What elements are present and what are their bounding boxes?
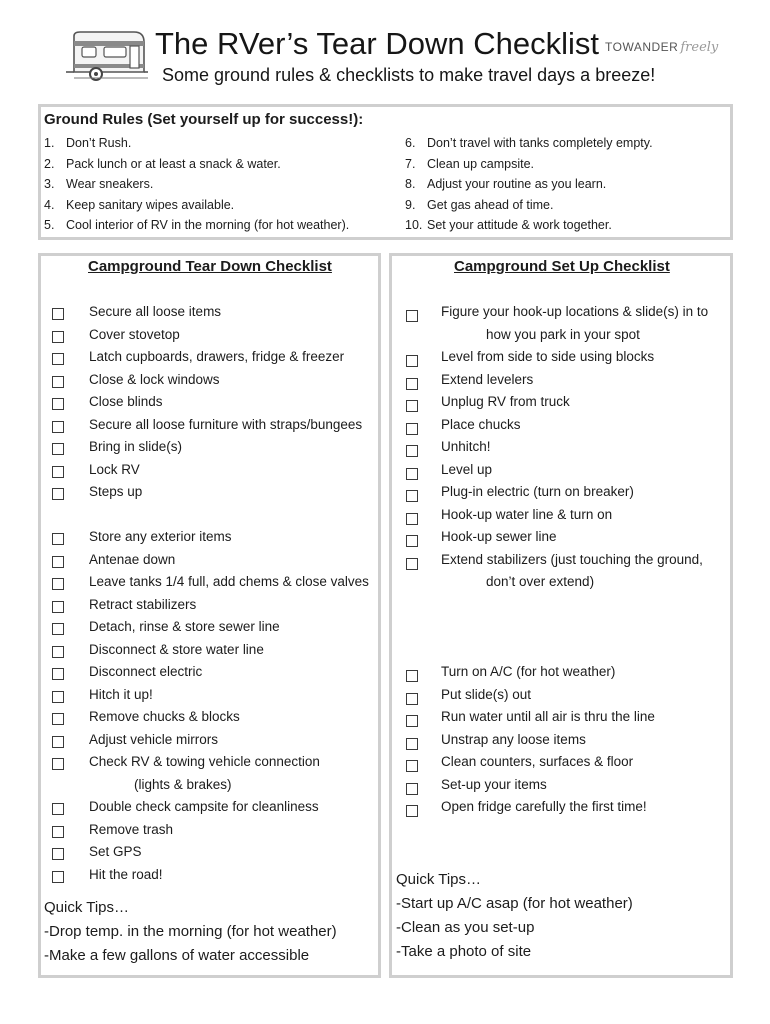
checkbox[interactable] <box>406 715 418 727</box>
brand-script-text: freely <box>680 40 719 55</box>
checklist-item: Level up <box>441 461 493 477</box>
quick-tip: -Drop temp. in the morning (for hot weather) <box>44 923 337 940</box>
ground-rule-item <box>44 217 364 233</box>
checklist-item: Adjust vehicle mirrors <box>89 731 219 747</box>
checklist-item: Extend levelers <box>441 371 534 387</box>
ground-rule-item <box>44 135 364 151</box>
checklist-item: Retract stabilizers <box>89 596 197 612</box>
checkbox[interactable] <box>406 490 418 502</box>
ground-rule-number: 7. <box>405 156 416 171</box>
checklist-item: Extend stabilizers (just touching the ground, <box>441 551 703 567</box>
checklist-item: Bring in slide(s) <box>89 439 183 454</box>
ground-rule-text: Clean up campsite. <box>427 156 535 171</box>
checkbox[interactable] <box>52 398 64 410</box>
ground-rule-number: 5. <box>44 218 55 232</box>
checkbox[interactable] <box>52 443 64 455</box>
ground-rule-text: Don’t travel with tanks completely empty. <box>427 136 653 150</box>
checkbox[interactable] <box>52 871 64 883</box>
checklist-item: Double check campsite for cleanliness <box>89 799 319 814</box>
ground-rule-number: 4. <box>44 197 55 212</box>
set-up-heading: Campground Set Up Checklist <box>454 258 670 275</box>
ground-rule-text: Don’t Rush. <box>66 136 132 150</box>
checkbox[interactable] <box>52 533 64 545</box>
ground-rule-text: Set your attitude & work together. <box>427 218 612 232</box>
brand-main-text: TOWANDER <box>605 40 679 54</box>
checkbox[interactable] <box>406 760 418 772</box>
checklist-item: Store any exterior items <box>89 529 232 544</box>
ground-rule-number: 8. <box>405 177 416 191</box>
checkbox[interactable] <box>406 468 418 480</box>
ground-rule-item <box>44 197 364 213</box>
ground-rule-number: 9. <box>405 197 416 212</box>
checkbox[interactable] <box>52 646 64 658</box>
checkbox[interactable] <box>52 556 64 568</box>
checkbox[interactable] <box>406 513 418 525</box>
checkbox[interactable] <box>406 558 418 570</box>
checklist-item: Hook-up water line & turn on <box>441 506 613 522</box>
brand-logo <box>605 38 718 56</box>
checklist-item-continuation: (lights & brakes) <box>134 776 232 792</box>
checkbox[interactable] <box>52 736 64 748</box>
checklist-item: Close blinds <box>89 394 163 409</box>
checklist-item: Check RV & towing vehicle connection <box>89 754 320 769</box>
checklist-item: Latch cupboards, drawers, fridge & freezer <box>89 349 345 364</box>
checkbox[interactable] <box>52 421 64 433</box>
checkbox[interactable] <box>406 400 418 412</box>
checkbox[interactable] <box>52 331 64 343</box>
ground-rule-item <box>405 217 725 233</box>
checkbox[interactable] <box>52 601 64 613</box>
checkbox[interactable] <box>406 783 418 795</box>
ground-rule-text: Get gas ahead of time. <box>427 197 554 212</box>
page-title: The RVer’s Tear Down Checklist <box>155 26 599 61</box>
checklist-item: Close & lock windows <box>89 371 220 387</box>
checklist-item: Disconnect electric <box>89 664 203 679</box>
checkbox[interactable] <box>52 826 64 838</box>
checklist-item: Steps up <box>89 484 143 499</box>
checklist-item: Unplug RV from truck <box>441 394 570 409</box>
checklist-item: Level from side to side using blocks <box>441 349 655 364</box>
checkbox[interactable] <box>406 535 418 547</box>
quick-tip: -Make a few gallons of water accessible <box>44 947 310 964</box>
checkbox[interactable] <box>52 376 64 388</box>
checklist-item: Remove trash <box>89 821 174 837</box>
ground-rule-text: Adjust your routine as you learn. <box>427 177 607 191</box>
ground-rule-number: 2. <box>44 156 55 171</box>
ground-rule-text: Keep sanitary wipes available. <box>66 197 235 212</box>
ground-rule-number: 10. <box>405 218 423 232</box>
ground-rule-item <box>405 156 725 172</box>
checklist-item: Disconnect & store water line <box>89 641 264 657</box>
checkbox[interactable] <box>52 353 64 365</box>
checklist-item: Turn on A/C (for hot weather) <box>441 664 616 679</box>
ground-rule-text: Cool interior of RV in the morning (for hot weather). <box>66 218 350 232</box>
checkbox[interactable] <box>406 355 418 367</box>
checklist-item: Plug-in electric (turn on breaker) <box>441 484 634 499</box>
checkbox[interactable] <box>52 578 64 590</box>
ground-rule-number: 1. <box>44 136 55 150</box>
quick-tip: -Clean as you set-up <box>396 919 535 936</box>
checkbox[interactable] <box>52 803 64 815</box>
checklist-item: Hitch it up! <box>89 686 153 702</box>
checklist-item: Hook-up sewer line <box>441 529 557 544</box>
checkbox[interactable] <box>52 713 64 725</box>
ground-rule-number: 6. <box>405 136 416 150</box>
checkbox[interactable] <box>52 758 64 770</box>
checkbox[interactable] <box>406 693 418 705</box>
checklist-item: Cover stovetop <box>89 326 180 342</box>
page-subtitle: Some ground rules & checklists to make travel days a breeze! <box>162 65 656 85</box>
checklist-item: Secure all loose furniture with straps/bungees <box>89 416 363 432</box>
camper-trailer-icon <box>64 28 148 86</box>
checkbox[interactable] <box>406 423 418 435</box>
checkbox[interactable] <box>52 308 64 320</box>
checklist-item: Remove chucks & blocks <box>89 709 240 724</box>
ground-rule-item <box>44 156 364 172</box>
ground-rule-item <box>405 135 725 151</box>
ground-rule-text: Wear sneakers. <box>66 177 154 191</box>
ground-rule-text: Pack lunch or at least a snack & water. <box>66 156 281 171</box>
checklist-item: Hit the road! <box>89 866 163 882</box>
ground-rules-heading: Ground Rules (Set yourself up for success!): <box>44 111 364 128</box>
checkbox[interactable] <box>52 848 64 860</box>
checkbox[interactable] <box>52 466 64 478</box>
checklist-item: Unstrap any loose items <box>441 731 586 747</box>
checklist-item: Run water until all air is thru the line <box>441 709 655 724</box>
checklist-item: Lock RV <box>89 461 140 477</box>
checklist-item: Open fridge carefully the first time! <box>441 799 647 814</box>
checkbox[interactable] <box>52 668 64 680</box>
checklist-item-continuation: don’t over extend) <box>486 574 595 589</box>
checkbox[interactable] <box>406 378 418 390</box>
quick-tip: -Start up A/C asap (for hot weather) <box>396 895 633 912</box>
checkbox[interactable] <box>406 310 418 322</box>
checklist-item: Detach, rinse & store sewer line <box>89 619 280 634</box>
checklist-item: Figure your hook-up locations & slide(s) in to <box>441 304 709 319</box>
checklist-item: Leave tanks 1/4 full, add chems & close valves <box>89 574 369 589</box>
checklist-item: Clean counters, surfaces & floor <box>441 754 634 769</box>
quick-tip: -Take a photo of site <box>396 943 532 960</box>
ground-rule-number: 3. <box>44 177 55 191</box>
checklist-item: Set GPS <box>89 844 142 859</box>
quick-tips-heading: Quick Tips… <box>396 871 482 888</box>
ground-rule-item <box>44 176 364 192</box>
checkbox[interactable] <box>52 623 64 635</box>
checklist-item: Set-up your items <box>441 776 547 792</box>
checklist-item: Place chucks <box>441 416 521 432</box>
checkbox[interactable] <box>406 805 418 817</box>
checklist-item-continuation: how you park in your spot <box>486 326 640 342</box>
quick-tips-heading: Quick Tips… <box>44 899 130 916</box>
ground-rule-item <box>405 197 725 213</box>
checkbox[interactable] <box>406 670 418 682</box>
checkbox[interactable] <box>52 691 64 703</box>
checklist-item: Put slide(s) out <box>441 686 532 702</box>
checkbox[interactable] <box>52 488 64 500</box>
checkbox[interactable] <box>406 445 418 457</box>
checklist-item: Unhitch! <box>441 439 491 454</box>
ground-rule-item <box>405 176 725 192</box>
checklist-item: Antenae down <box>89 551 176 567</box>
tear-down-heading: Campground Tear Down Checklist <box>88 258 332 275</box>
checklist-item: Secure all loose items <box>89 304 222 319</box>
checkbox[interactable] <box>406 738 418 750</box>
